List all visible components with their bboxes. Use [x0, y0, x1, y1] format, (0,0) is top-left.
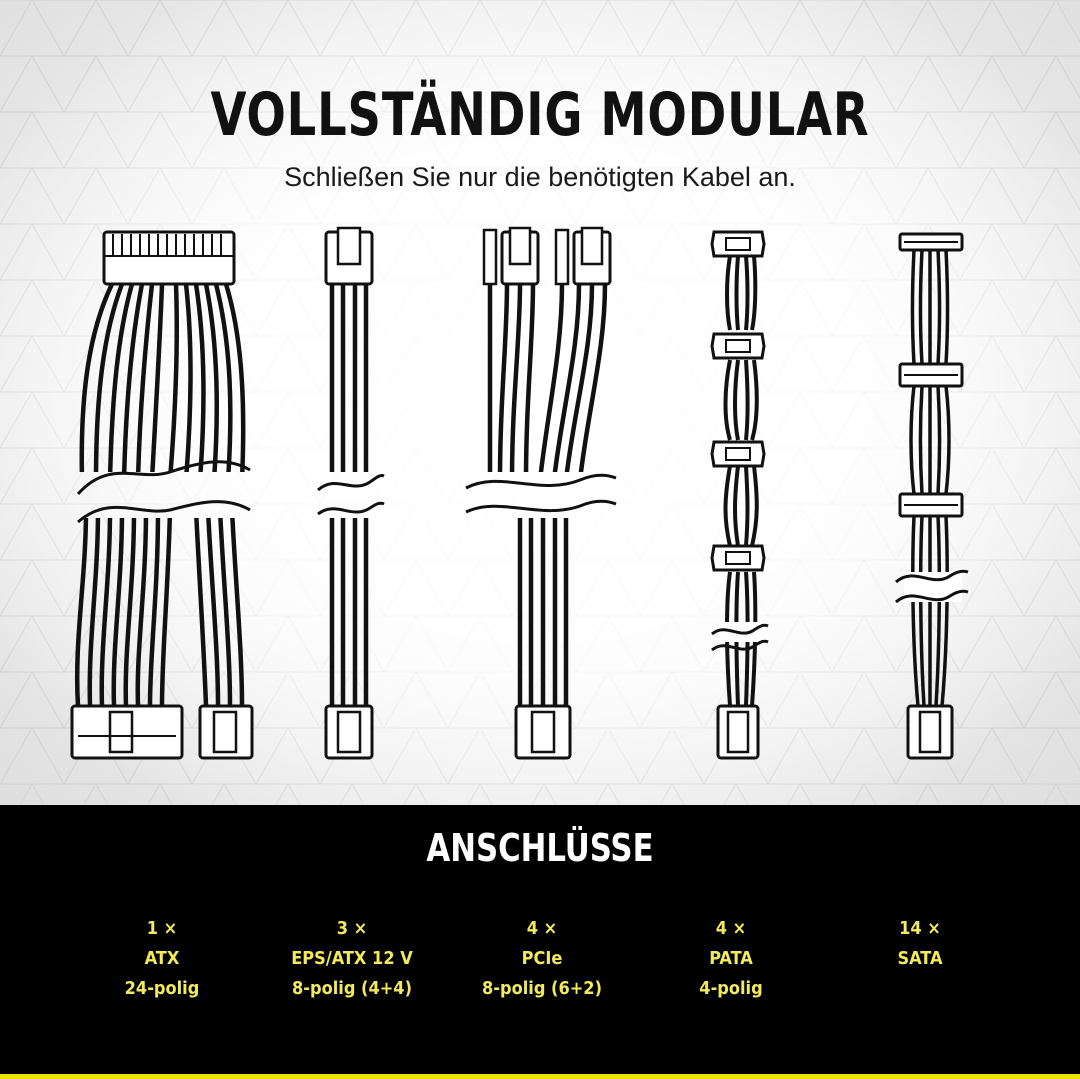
connection-count: 14 ×: [899, 918, 941, 939]
sata-cable-icon: [896, 234, 968, 758]
pcie-cable-icon: [466, 228, 616, 758]
connection-sata: [820, 914, 1020, 974]
connection-name: EPS/ATX 12 V: [291, 948, 413, 969]
page-title: VOLLSTÄNDIG MODULAR: [210, 80, 870, 150]
connection-pata: [631, 914, 831, 1004]
connection-count: 1 ×: [146, 918, 178, 939]
connection-name: PCIe: [521, 948, 563, 969]
connection-name: PATA: [709, 948, 753, 969]
pata-cable-icon: [712, 232, 768, 758]
connection-eps: [252, 914, 452, 1004]
accent-stripe: [0, 1074, 1080, 1079]
connection-detail: 24-polig: [124, 978, 200, 999]
connection-name: ATX: [144, 948, 180, 969]
page-subtitle: Schließen Sie nur die benötigten Kabel an.: [284, 162, 796, 192]
connection-detail: 4-polig: [699, 978, 763, 999]
connection-detail: 8-polig (6+2): [482, 978, 602, 999]
eps-cable-icon: [318, 228, 384, 758]
cable-illustration: [0, 220, 1080, 780]
connection-count: 4 ×: [715, 918, 747, 939]
connection-count: 3 ×: [336, 918, 368, 939]
connection-atx: [62, 914, 262, 1004]
atx-cable-icon: [72, 232, 252, 758]
connection-pcie: [442, 914, 642, 1004]
connection-name: SATA: [897, 948, 943, 969]
connection-detail: 8-polig (4+4): [292, 978, 412, 999]
connection-count: 4 ×: [526, 918, 558, 939]
connections-title: ANSCHLÜSSE: [426, 826, 654, 870]
